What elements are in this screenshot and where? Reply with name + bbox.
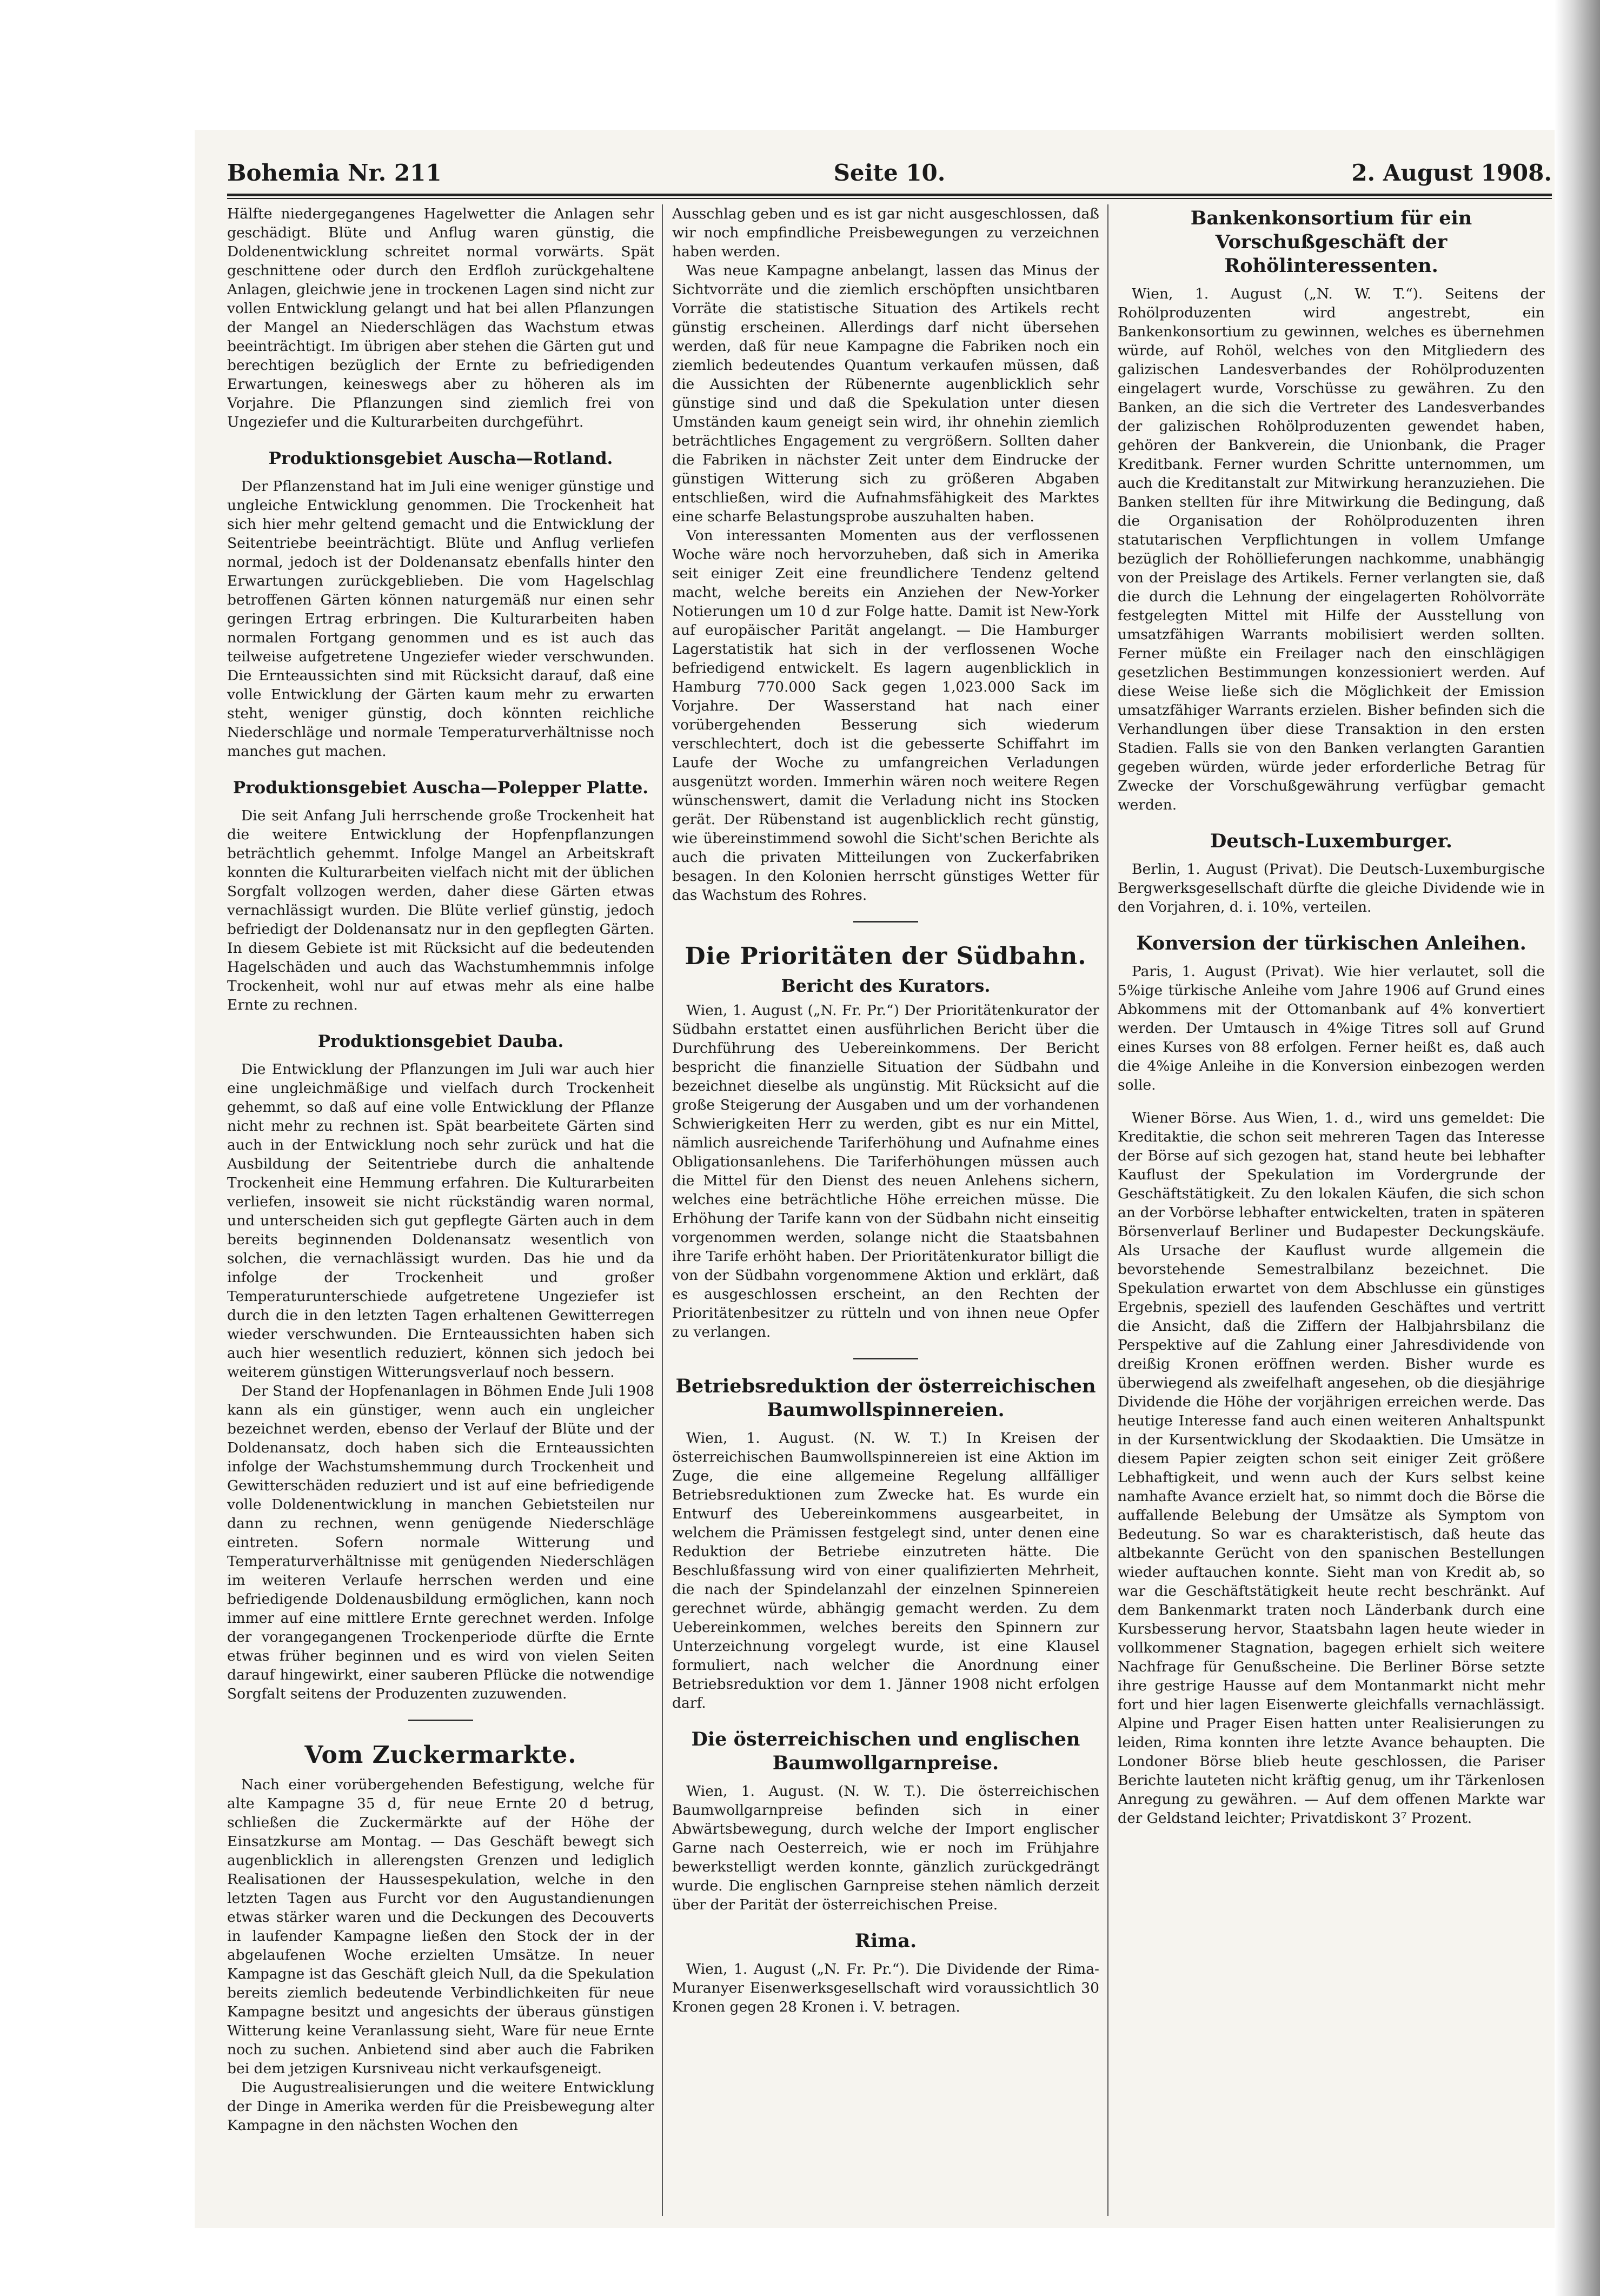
column-1	[227, 204, 654, 2216]
column-divider-1	[662, 204, 663, 2216]
article-paragraph: Die Entwicklung der Pflanzungen im Juli war auch hier eine ungleichmäßige und vielfach durch Trockenheit gehemmt, so daß auf eine volle Entwicklung der Pflanze nicht mehr zu rechnen ist. Spät bearbeitete Gärten sind auch in der Entwicklung noch sehr zurück und hat die Ausbildung der Seitentriebe durch die anhaltende Trockenheit eine Hemmung erfahren. Die Kulturarbeiten verliefen, insoweit sie nicht rückständig waren normal, und unterscheiden sich gut gepflegte Gärten auch in dem bereits beginnenden Doldenansatz wesentlich von solchen, die vernachlässigt wurden. Das hie und da infolge der Trockenheit und großer Temperaturunterschiede aufgetretene Ungeziefer ist durch die in den letzten Tagen erhaltenen Gewitterregen wieder verschwunden. Die Ernteaussichten haben sich auch hier wesentlich reduziert, können sich jedoch bei weiterem günstigen Witterungsverlauf noch bessern.	[227, 1061, 654, 1381]
article-paragraph: Paris, 1. August (Privat). Wie hier verlautet, soll die 5%ige türkische Anleihe vom Jahre 1906 auf Grund eines Abkommens mit der Ottomanbank auf 4% konvertiert werden. Der Umtausch in 4%ige Titres soll auf Grund eines Kurses von 88 erfolgen. Ferner heißt es, daß auch die 4%ige Anleihe in die Konversion einbezogen werden solle.	[1118, 963, 1545, 1093]
article-paragraph: Wien, 1. August. (N. W. T.). Die österreichischen Baumwollgarnpreise befinden sich in einer Abwärtsbewegung, durch welche der Import englischer Garne nach Oesterreich, wie er noch im Frühjahre bewerkstelligt werden konnte, gänzlich zurückgedrängt wurde. Die englischen Garnpreise stehen nämlich derzeit über der Parität der österreichischen Preise.	[672, 1783, 1099, 1913]
article-title: Betriebsreduktion der österreichischen Baumwollspinnereien.	[675, 1375, 1096, 1421]
article-separator	[408, 1720, 473, 1721]
article-separator	[853, 1358, 918, 1359]
article-paragraph: Wiener Börse. Aus Wien, 1. d., wird uns gemeldet: Die Kreditaktie, die schon seit mehreren Tagen das Interesse der Börse auf sich gezogen hat, stand heute bei lebhafter Kauflust der Spekulation im Vordergrunde der Geschäftstätigkeit. Zu den lokalen Käufen, die sich schon an der Vorbörse lebhafter entwickelten, traten in späteren Börsenverlauf Berliner und Budapester Deckungskäufe. Als Ursache der Kauflust wurde allgemein die bevorstehende Semestralbilanz bezeichnet. Die Spekulation erwartet von dem Abschlusse ein günstiges Ergebnis, speziell des laufenden Geschäftes und vertritt die Ansicht, daß die Ziffern der Halbjahrsbilanz die Perspektive auf die Zahlung einer Jahresdividende von dreißig Kronen eröffnen werden. Bisher wurde es überwiegend als zweifelhaft angesehen, ob die diesjährige Dividende die Höhe der vorjährigen erreichen werde. Das heutige Interesse fand auch einen weiteren Anhaltspunkt in der Kursentwicklung der Skodaaktien. Die Umsätze in diesem Papier zeigten schon seit einiger Zeit größere Lebhaftigkeit, und wenn auch der Kurs selbst keine namhafte Avance erzielt hat, so nimmt doch die Börse die auffallende Belebung der Umsätze als Symptom von Bedeutung. So war es charakteristisch, daß heute das altbekannte Gerücht von den spanischen Bestellungen wieder auftauchen konnte. Sieht man von Kredit ab, so war die Geschäftstätigkeit heute recht beschränkt. Auf dem Bankenmarkt traten noch Länderbank durch eine Kursbesserung hervor, Staatsbahn lagen heute wieder in vollkommener Stagnation, bagegen erhielt sich weitere Nachfrage für Genußscheine. Die Berliner Börse setzte ihre gestrige Hausse auf dem Montanmarkt nicht mehr fort und hier lagen Eisenwerte gleichfalls vernachlässigt. Alpine und Prager Eisen hatten unter Realisierungen zu leiden, Rima konnten ihre letzte Avance behaupten. Die Londoner Börse blieb heute geschlossen, die Pariser Berichte lauteten nicht kräftig genug, um ihr Tärkenlosen Anregung zu gewähren. — Auf dem offenen Markte war der Geldstand leichter; Privatdiskont 3⁷ Prozent.	[1118, 1110, 1545, 1827]
article-paragraph: Nach einer vorübergehenden Befestigung, welche für alte Kampagne 35 d, für neue Ernte 20 d betrug, schließen die Zuckermärkte auf der Höhe der Einsatzkurse am Montag. — Das Geschäft bewegt sich augenblicklich in allerengsten Grenzen und lediglich Realisationen der Haussespekulation, welche in den letzten Tagen aus Furcht vor den Augustandienungen etwas stärker waren und die Deckungen des Decouverts in laufender Kampagne ließen den Stock der in der abgelaufenen Woche erzielten Umsätze. In neuer Kampagne ist das Geschäft gleich Null, da die Spekulation bereits ziemlich bedeutende Verbindlichkeiten für neue Kampagne besitzt und angesichts der überaus günstigen Witterung keine Veranlassung sieht, Ware für neue Ernte noch zu suchen. Anbietend sind aber auch die Fabriken bei dem jetzigen Kursniveau nicht verkaufsgeneigt.	[227, 1776, 654, 2077]
article-title: Konversion der türkischen Anleihen.	[1136, 932, 1526, 954]
article-paragraph: Der Pflanzenstand hat im Juli eine weniger günstige und ungleiche Entwicklung genommen. Die Trockenheit hat sich hier mehr geltend gemacht und die Entwicklung der Seitentriebe beeinträchtigt. Blüte und Anflug verliefen normal, jedoch ist der Doldenansatz ebenfalls hinter den Erwartungen zurückgeblieben. Die vom Hagelschlag betroffenen Gärten können naturgemäß nur einen sehr geringen Ertrag erbringen. Die Kulturarbeiten haben normalen Fortgang genommen und es ist auch das teilweise aufgetretene Ungeziefer wieder verschwunden. Die Ernteaussichten sind mit Rücksicht darauf, daß eine volle Entwicklung der Gärten kaum mehr zu erwarten steht, weniger günstig, doch könnten reichliche Niederschläge und normale Temperaturverhältnisse noch manches gut machen.	[227, 478, 654, 760]
article-paragraph: Der Stand der Hopfenanlagen in Böhmen Ende Juli 1908 kann als ein günstiger, wenn auch ein ungleicher bezeichnet werden, ebenso der Verlauf der Blüte und der Doldenansatz, doch haben sich die Ernteaussichten infolge der Wachstumshemmung durch Trockenheit und Gewitterschäden reduziert und ist auf eine befriedigende volle Doldenentwicklung in manchen Gebietsteilen nur dann zu rechnen, wenn genügende Niederschläge eintreten. Sofern normale Witterung und Temperaturverhältnisse mit genügenden Niederschlägen im weiteren Verlaufe herrschen werden und eine befriedigende Doldenausbildung ermöglichen, kann noch immer auf eine mittlere Ernte gerechnet werden. Infolge der vorangegangenen Trockenperiode dürfte die Ernte etwas früher beginnen und es wird von vielen Seiten darauf hingewirkt, einer sauberen Pflücke die notwendige Sorgfalt seitens der Produzenten zuzuwenden.	[227, 1383, 654, 1702]
section-heading: Produktionsgebiet Dauba.	[317, 1032, 564, 1051]
article-title: Die österreichischen und englischen Baumwollgarnpreise.	[691, 1728, 1080, 1774]
page-number: Seite 10.	[833, 160, 946, 186]
article-paragraph: Ausschlag geben und es ist gar nicht ausgeschlossen, daß wir noch empfindliche Preisbewegungen zu verzeichnen haben werden.	[672, 205, 1099, 260]
article-paragraph: Was neue Kampagne anbelangt, lassen das Minus der Sichtvorräte und die ziemlich erschöpften unsichtbaren Vorräte die statistische Situation des Artikels recht günstig erscheinen. Allerdings darf nicht übersehen werden, daß für neue Kampagne die Fabriken noch ein ziemlich bedeutendes Quantum verkaufen müssen, daß die Aussichten der Rübenernte augenblicklich sehr günstige sind und daß die Spekulation unter diesen Umständen kaum geneigt sein wird, ihr ohnehin ziemlich beträchtliches Engagement zu vergrößern. Sollten daher die Fabriken in nächster Zeit unter dem Eindrucke der günstigen Witterung sich zu größeren Abgaben entschließen, wird die Aufnahmsfähigkeit des Marktes eine scharfe Belastungsprobe auszuhalten haben.	[672, 262, 1099, 525]
page-edge-shadow	[1555, 0, 1600, 2296]
section-heading: Produktionsgebiet Auscha—Polepper Platte.	[233, 778, 649, 798]
article-paragraph: Wien, 1. August. (N. W. T.) In Kreisen der österreichischen Baumwollspinnereien ist eine Aktion im Zuge, die eine allgemeine Regelung allfälliger Betriebsreduktionen zum Zwecke hat. Es wurde ein Entwurf des Uebereinkommens ausgearbeitet, in welchem die Prämissen festgelegt sind, unter denen eine Reduktion der Betriebe einzutreten hätte. Die Beschlußfassung wird von einer qualifizierten Mehrheit, die nach der Spindelanzahl der einzelnen Spinnereien gerechnet würde, abhängig gemacht werden. Zu dem Uebereinkommen, welches bereits den Spinnern zur Unterzeichnung vorgelegt wurde, ist eine Klausel formuliert, nach welcher die Anordnung einer Betriebsreduktion vor dem 1. Jänner 1908 nicht erfolgen darf.	[672, 1430, 1099, 1711]
article-paragraph: Wien, 1. August („N. Fr. Pr.“). Die Dividende der Rima-Muranyer Eisenwerksgesellschaft wird voraussichtlich 30 Kronen gegen 28 Kronen i. V. betragen.	[672, 1961, 1099, 2015]
column-divider-2	[1107, 204, 1108, 2216]
article-title: Bankenkonsortium für ein Vorschußgeschäft der Rohölinteressenten.	[1190, 207, 1472, 277]
article-title: Rima.	[854, 1930, 917, 1952]
article-paragraph: Berlin, 1. August (Privat). Die Deutsch-Luxemburgische Bergwerksgesellschaft dürfte die gleiche Dividende wie in den Vorjahren, d. i. 10%, verteilen.	[1118, 861, 1545, 915]
article-paragraph: Wien, 1. August („N. Fr. Pr.“) Der Prioritätenkurator der Südbahn erstattet einen ausführlichen Bericht über die Durchführung des Uebereinkommens. Der Bericht bespricht die finanzielle Situation der Südbahn und bezeichnet dieselbe als ungünstig. Mit Rücksicht auf die große Steigerung der Ausgaben und um der vorhandenen Schwierigkeiten Herr zu werden, gibt es nur ein Mittel, nämlich ausreichende Tariferhöhung und Aufnahme eines Obligationsanlehens. Die Tariferhöhungen müssen auch die Mittel für den Dienst des neuen Anlehens sichern, welches eine beträchtliche Höhe erreichen müsse. Die Erhöhung der Tarife kann von der Südbahn nicht einseitig vorgenommen werden, solange nicht die Staatsbahnen ihre Tarife erhöht haben. Der Prioritätenkurator billigt die von der Südbahn vorgenommene Aktion und erklärt, daß es ausgeschlossen erscheint, an den Rechten der Prioritätenbesitzer zu rütteln und von ihnen neue Opfer zu verlangen.	[672, 1002, 1099, 1341]
article-paragraph: Die seit Anfang Juli herrschende große Trockenheit hat die weitere Entwicklung der Hopfenpflanzungen beträchtlich gehemmt. Infolge Mangel an Arbeitskraft konnten die Kulturarbeiten vielfach nicht mit der üblichen Sorgfalt vollzogen werden, daher diese Gärten etwas vernachlässigt wurden. Die Blüte verlief günstig, jedoch befriedigt der Doldenansatz nur in den gepflegten Gärten. In diesem Gebiete ist mit Rücksicht auf die bedeutenden Hagelschäden und auch das Wachstumhemmnis infolge Trockenheit, wohl nur auf etwas mehr als eine halbe Ernte zu rechnen.	[227, 807, 654, 1013]
column-3	[1118, 204, 1545, 2216]
masthead-rule	[227, 194, 1552, 196]
masthead	[227, 160, 1552, 192]
article-paragraph: Hälfte niedergegangenes Hagelwetter die Anlagen sehr geschädigt. Blüte und Anflug waren günstig, die Doldenentwicklung schreitet normal vorwärts. Spät geschnittene oder durch den Erdfloh zurückgehaltene Anlagen, gleichwie jene in trockenen Lagen sind nicht zur vollen Entwicklung gelangt und hat bei allen Pflanzungen der Mangel an Niederschlägen das Wachstum etwas beeinträchtigt. Im übrigen aber stehen die Gärten gut und berechtigen bezüglich der Ernte zu befriedigenden Erwartungen, keineswegs aber zu höheren als im Vorjahre. Die Pflanzungen sind ziemlich frei von Ungeziefer und die Kulturarbeiten durchgeführt.	[227, 205, 654, 430]
column-2	[672, 204, 1099, 2216]
article-title: Die Prioritäten der Südbahn.	[685, 943, 1087, 970]
article-title: Deutsch-Luxemburger.	[1210, 830, 1452, 852]
article-paragraph: Wien, 1. August („N. W. T.“). Seitens der Rohölproduzenten wird angestrebt, ein Bankenkonsortium zu gewinnen, welches es übernehmen würde, auf Rohöl, welches von den Mitgliedern des galizischen Landesverbandes der Rohölproduzenten eingelagert wurde, Vorschüsse zu gewähren. Zu den Banken, an die sich die Vertreter des Landesverbandes der galizischen Rohölproduzenten gewendet haben, gehören der Bankverein, die Unionbank, die Prager Kreditbank. Ferner wurden Schritte unternommen, um auch die Kreditanstalt zur Mitwirkung heranzuziehen. Die Banken stellten für ihre Mitwirkung die Bedingung, daß die Organisation der Rohölproduzenten ihren statutarischen Verpflichtungen in vollem Umfange bezüglich der Rohöllieferungen nachkomme, unabhängig von der Preislage des Artikels. Ferner verlangten sie, daß die durch die Lehnung der eingelagerten Rohölvorräte festgelegten Mittel mit Hilfe der Ausstellung von umsatzfähigen Warrants mobilisiert werden sollten. Ferner müßte ein Freilager nach den einschlägigen gesetzlichen Bestimmungen konzessioniert werden. Auf diese Weise ließe sich die Möglichkeit der Emission umsatzfähiger Warrants erzielen. Bisher befinden sich die Verhandlungen über diese Transaktion in den ersten Stadien. Falls sie von den Banken verlangten Garantien gegeben würden, würde jeder erforderliche Betrag für Zwecke der Vorschußgewährung verfügbar gemacht werden.	[1118, 286, 1545, 813]
masthead-rule-thin	[227, 198, 1552, 199]
article-subtitle: Bericht des Kurators.	[781, 976, 991, 996]
article-paragraph: Von interessanten Momenten aus der verflossenen Woche wäre noch hervorzuheben, daß sich in Amerika seit einiger Zeit eine freundlichere Tendenz geltend macht, welche bereits ein Anziehen der New-Yorker Notierungen um 10 d zur Folge hatte. Damit ist New-York auf europäischer Parität angelangt. — Die Hamburger Lagerstatistik hat sich in der verflossenen Woche befriedigend entwickelt. Es lagern augenblicklich in Hamburg 770.000 Sack gegen 1,023.000 Sack im Vorjahre. Der Wasserstand hat nach einer vorübergehenden Besserung sich wiederum verschlechtert, doch ist die gebesserte Schiffahrt im Laufe der Woche zu umfangreichen Verladungen ausgenützt worden. Immerhin wären noch weitere Regen wünschenswert, damit die Verladung nicht ins Stocken gerät. Der Rübenstand ist augenblicklich recht günstig, wie übereinstimmend sowohl die Sicht'schen Berichte als auch die privaten Mitteilungen von Zuckerfabriken besagen. In den Kolonien herrscht günstiges Wetter für das Wachstum des Rohres.	[672, 527, 1099, 904]
section-heading: Produktionsgebiet Auscha—Rotland.	[268, 449, 613, 468]
article-paragraph: Die Augustrealisierungen und die weitere Entwicklung der Dinge in Amerika werden für die Preisbewegung alter Kampagne in den nächsten Wochen den	[227, 2079, 654, 2134]
article-separator	[853, 921, 918, 923]
article-title: Vom Zuckermarkte.	[304, 1741, 577, 1769]
paper-name: Bohemia Nr. 211	[227, 160, 442, 186]
issue-date: 2. August 1908.	[1351, 160, 1552, 186]
